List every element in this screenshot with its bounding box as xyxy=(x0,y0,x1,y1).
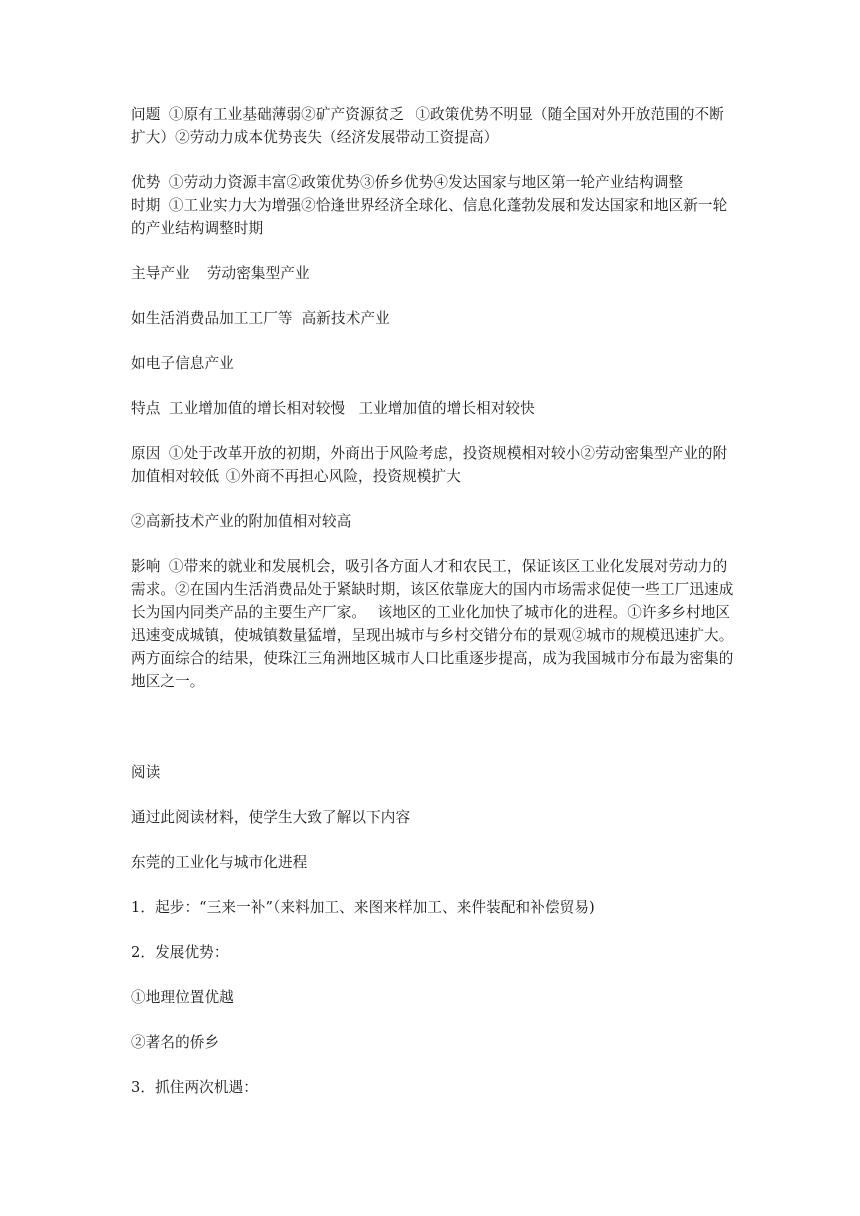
paragraph-period: 时期 ①工业实力大为增强②恰逢世界经济全球化、信息化蓬勃发展和发达国家和地区新一轮的产业结构调整时期 xyxy=(131,197,728,237)
heading-reading: 阅读 xyxy=(131,764,161,781)
paragraph-reading-intro: 通过此阅读材料，使学生大致了解以下内容 xyxy=(131,809,411,826)
list-item-hometown: ②著名的侨乡 xyxy=(131,1034,220,1051)
paragraph-reasons: 原因 ①处于改革开放的初期，外商出于风险考虑，投资规模相对较小②劳动密集型产业的附加值相对较低 ①外商不再担心风险，投资规模扩大 xyxy=(131,445,728,485)
list-item-location: ①地理位置优越 xyxy=(131,989,234,1006)
paragraph-problems: 问题 ①原有工业基础薄弱②矿产资源贫乏 ①政策优势不明显（随全国对外开放范围的不断扩大）②劳动力成本优势丧失（经济发展带动工资提高） xyxy=(131,106,724,146)
paragraph-advantages: 优势 ①劳动力资源丰富②政策优势③侨乡优势④发达国家与地区第一轮产业结构调整 xyxy=(131,174,684,191)
list-item-advantages: 2．发展优势： xyxy=(131,944,229,961)
paragraph-examples-hightech: 如生活消费品加工工厂等 高新技术产业 xyxy=(131,310,390,327)
paragraph-dongguan-title: 东莞的工业化与城市化进程 xyxy=(131,854,308,871)
section-spacer xyxy=(131,715,735,761)
paragraph-leading-industry: 主导产业 劳动密集型产业 xyxy=(131,265,310,282)
list-item-start: 1．起步：“三来一补”（来料加工、来图来样加工、来件装配和补偿贸易) xyxy=(131,899,595,916)
paragraph-features: 特点 工业增加值的增长相对较慢 工业增加值的增长相对较快 xyxy=(131,400,535,417)
paragraph-impact: 影响 ①带来的就业和发展机会，吸引各方面人才和农民工，保证该区工业化发展对劳动力的需求。②在国内生活消费品处于紧缺时期，该区依靠庞大的国内市场需求促使一些工厂迅速成长为国内同类产品的主要生产厂家。 该地区的工业化加快了城市化的进程。①许多乡村地区迅速变成城镇，使城镇数量猛增，呈现出城市与乡村交错分布的景观②城市的规模迅速扩大。两方面综合的结果，使珠江三角洲地区城市人口比重逐步提高，成为我国城市分布最为密集的地区之一。 xyxy=(131,558,734,690)
paragraph-hightech-value: ②高新技术产业的附加值相对较高 xyxy=(131,513,352,530)
document-body xyxy=(131,103,735,1121)
paragraph-electronics: 如电子信息产业 xyxy=(131,355,234,372)
list-item-opportunities: 3．抓住两次机遇： xyxy=(131,1079,258,1096)
